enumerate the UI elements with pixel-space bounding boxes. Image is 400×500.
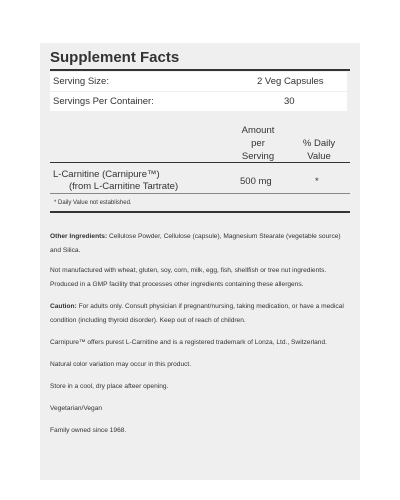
amount-per-serving-header <box>220 124 296 163</box>
ingredient-name-line2: (from L-Carnitine Tartrate) <box>69 181 179 192</box>
serving-size-value: 2 Veg Capsules <box>257 76 324 87</box>
color-variation-note: Natural color variation may occur in this product. <box>50 361 192 368</box>
vegetarian-note: Vegetarian/Vegan <box>50 405 103 412</box>
ingredient-amount: 500 mg <box>240 176 272 187</box>
ingredient-rule <box>50 193 350 194</box>
servings-per-container-value: 30 <box>284 96 295 107</box>
header-rule <box>50 162 350 163</box>
dv-header-line: % Daily <box>302 138 336 149</box>
panel-title: Supplement Facts <box>50 49 180 66</box>
servings-per-container-row <box>50 92 347 111</box>
other-ingredients <box>50 230 350 258</box>
title-rule <box>50 69 350 71</box>
servings-per-container-label: Servings Per Container: <box>53 96 154 107</box>
family-owned-note: Family owned since 1968. <box>50 427 127 434</box>
serving-size-row <box>50 72 347 91</box>
footnote-rule <box>50 211 350 213</box>
other-ingredients-label: Other Ingredients: <box>50 233 108 240</box>
other-ingredients-text: Cellulose Powder, Cellulose (capsule), Magnesium Stearate (vegetable source) and Silica. <box>50 233 341 254</box>
supplement-facts-panel <box>40 43 360 480</box>
caution-statement <box>50 300 350 328</box>
daily-value-header <box>287 137 351 163</box>
ingredient-row <box>50 167 350 199</box>
amount-header-line: per <box>251 138 265 149</box>
ingredient-daily-value: * <box>315 176 319 187</box>
caution-text: For adults only. Consult physician if pregnant/nursing, taking medication, or have a medical condition (including thyroid disorder). Keep out of reach of children. <box>50 303 344 324</box>
daily-value-footnote: * Daily Value not established. <box>54 200 132 206</box>
serving-size-label: Serving Size: <box>53 76 109 87</box>
storage-note: Store in a cool, dry place afteer opening. <box>50 383 169 390</box>
ingredient-name-line1: L-Carnitine (Carnipure™) <box>53 169 160 180</box>
amount-header-line: Amount <box>241 125 275 136</box>
carnipure-trademark: Carnipure™ offers purest L-Carnitine and is a registered trademark of Lonza, Ltd., Switzerland. <box>50 339 327 346</box>
product-notes <box>50 230 350 438</box>
allergen-statement: Not manufactured with wheat, gluten, soy, corn, milk, egg, fish, shellfish or tree nut ingredients. Produced in a GMP facility that processes other ingredients containing these allergens. <box>50 267 327 288</box>
caution-label: Caution: <box>50 303 77 310</box>
amount-header-line: Serving <box>241 151 275 162</box>
dv-header-line: Value <box>307 151 331 162</box>
